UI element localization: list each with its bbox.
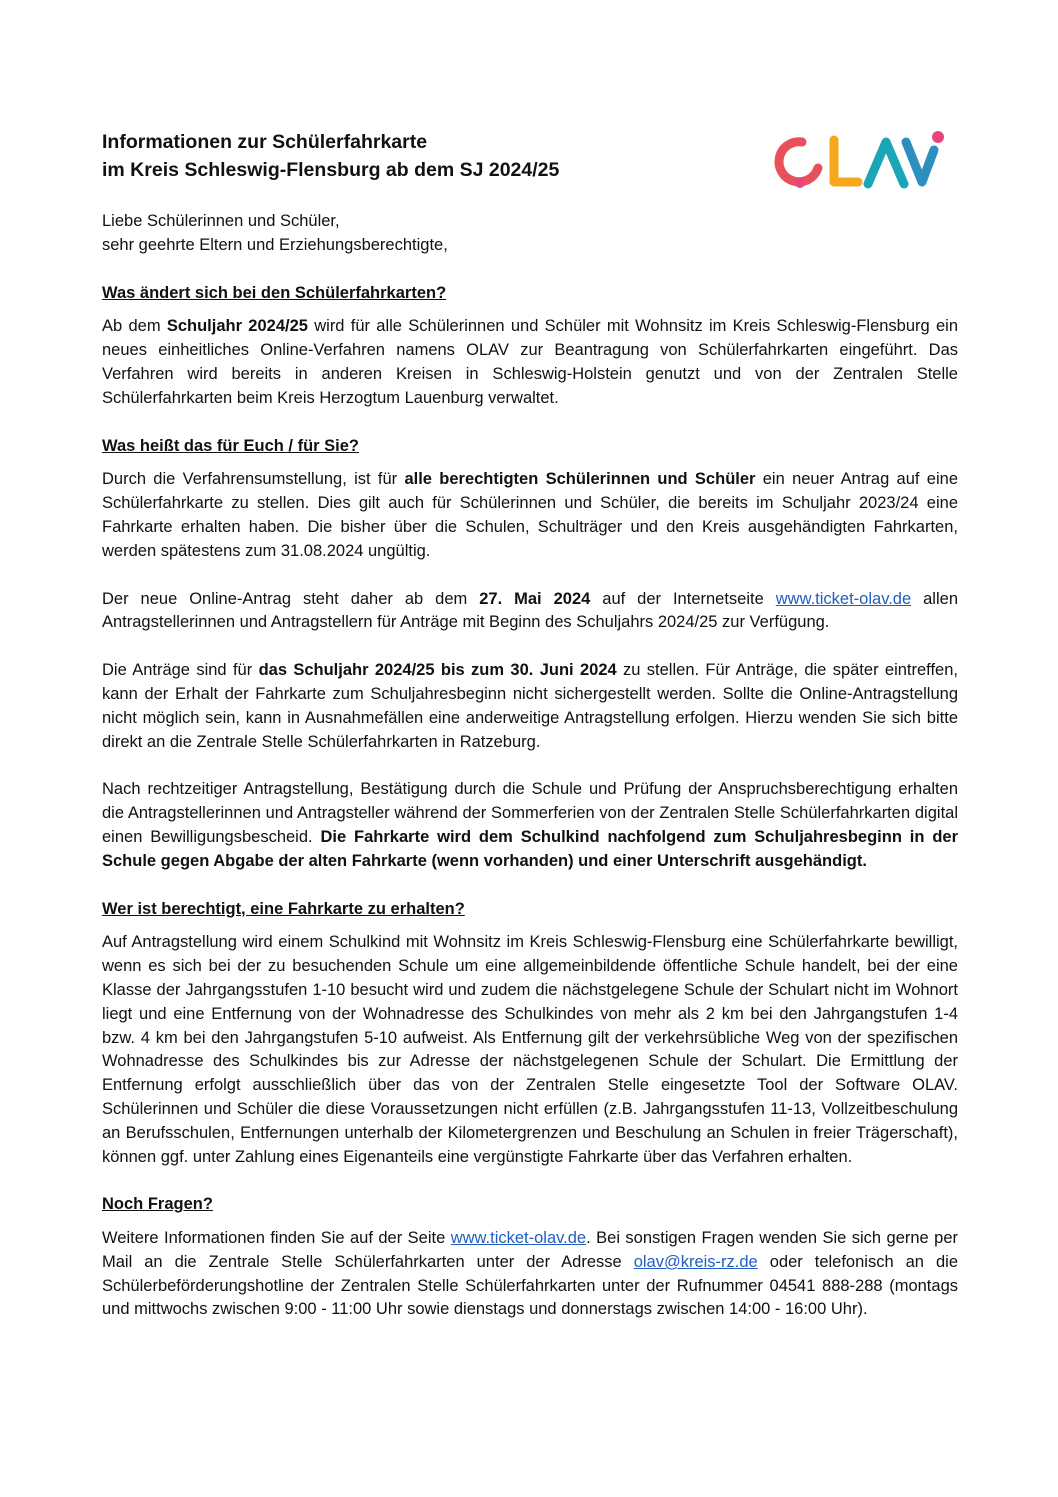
paragraph-approval — [102, 778, 958, 873]
bold-text: Schuljahr 2024/25 — [166, 317, 308, 336]
title-line-1: Informationen zur Schülerfahrkarte — [102, 131, 428, 153]
text: Weitere Informationen finden Sie auf der Seite — [102, 1229, 451, 1248]
title-line-2: im Kreis Schleswig-Flensburg ab dem SJ 2024/25 — [102, 159, 560, 181]
paragraph-changes — [102, 315, 958, 410]
text: . Bei sonstigen Fragen wenden Sie sich gerne per Mail an die Zentrale Stelle Schülerfahrkarten unter der Adresse — [102, 1229, 958, 1271]
bold-text: Die Fahrkarte wird dem Schulkind nachfolgend zum Schuljahresbeginn in der Schule gegen Abgabe der alten Fahrkarte (wenn vorhanden) und einer Unterschrift ausgehändigt. — [102, 827, 959, 870]
bold-text: das Schuljahr 2024/25 bis zum 30. Juni 2024 — [258, 661, 617, 680]
text: Der neue Online-Antrag steht daher ab dem — [102, 589, 480, 608]
email-link[interactable]: olav@kreis-rz.de — [633, 1252, 758, 1271]
section-heading-meaning: Was heißt das für Euch / für Sie? — [102, 436, 360, 455]
greeting-line-2: sehr geehrte Eltern und Erziehungsberechtigte, — [102, 235, 448, 254]
text: oder telefonisch an die Schülerbeförderungshotline der Zentralen Stelle Schülerfahrkarten unter der Rufnummer 04541 888-288 (montags und mittwochs zwischen 9:00 - 11:00 Uhr sowie dienstags und donnerstags zwischen 14:00 - 16:00 Uhr). — [102, 1252, 958, 1319]
ticket-olav-link[interactable]: www.ticket-olav.de — [450, 1229, 587, 1248]
document-title — [102, 128, 958, 184]
text: zu stellen. Für Anträge, die später eintreffen, kann der Erhalt der Fahrkarte zum Schuljahresbeginn nicht sichergestellt werden. Sollte die Online-Antragstellung nicht möglich sein, kann in Ausnahmefällen eine anderweitige Antragstellung erfolgen. Hierzu wenden Sie sich bitte direkt an die Zentrale Stelle Schülerfahrkarten in Ratzeburg. — [102, 661, 958, 751]
text: wird für alle Schülerinnen und Schüler mit Wohnsitz im Kreis Schleswig-Flensburg ein neues einheitliches Online-Verfahren namens OLAV zur Beantragung von Schülerfahrkarten eingeführt. Das Verfahren wird bereits in anderen Kreisen in Schleswig-Holstein genutzt und von der Zentralen Stelle Schülerfahrkarten beim Kreis Herzogtum Lauenburg verwaltet. — [102, 317, 958, 407]
letter-body — [102, 128, 958, 1322]
paragraph-eligibility: Auf Antragstellung wird einem Schulkind mit Wohnsitz im Kreis Schleswig-Flensburg eine Schülerfahrkarte bewilligt, wenn es sich bei der zu besuchenden Schule um eine allgemeinbildende öffentliche Schule handelt, bei der eine Klasse der Jahrgangsstufen 1-10 besucht wird und zudem die nächstgelegene Schule der Schulart nicht im Wohnort liegt und eine Entfernung von der Wohnadresse des Schulkindes von mehr als 2 km bei den Jahrgangstufen 1-4 bzw. 4 km bei den Jahrgangstufen 5-10 aufweist. Als Entfernung gilt der verkehrsübliche Weg von der spezifischen Wohnadresse des Schulkindes bis zur Adresse der nächstgelegenen Schule der Schulart. Die Ermittlung der Entfernung erfolgt ausschließlich über das von der Zentralen Stelle eingesetzte Tool der Software OLAV. Schülerinnen und Schüler die diese Voraussetzungen nicht erfüllen (z.B. Jahrgangsstufen 11-13, Vollzeitbeschulung an Berufsschulen, Entfernungen unterhalb der Kilometergrenzen und Beschulung an Schulen in freier Trägerschaft), können ggf. unter Zahlung eines Eigenanteils eine vergünstigte Fahrkarte über das Verfahren erhalten. — [102, 933, 958, 1166]
bold-text: 27. Mai 2024 — [479, 589, 591, 608]
text: auf der Internetseite — [590, 589, 776, 608]
text: ein neuer Antrag auf eine Schülerfahrkarte zu stellen. Dies gilt auch für Schülerinnen und Schüler, die bereits im Schuljahr 2023/24 eine Fahrkarte erhalten haben. Die bisher über die Schulen, Schulträger und den Kreis ausgehändigten Fahrkarten, werden spätestens zum 31.08.2024 ungültig. — [102, 470, 958, 560]
text: allen Antragstellerinnen und Antragstellern für Anträge mit Beginn des Schuljahrs 2024/25 zur Verfügung. — [102, 589, 958, 632]
greeting — [102, 210, 958, 258]
greeting-line-1: Liebe Schülerinnen und Schüler, — [102, 212, 340, 230]
bold-text: alle berechtigten Schülerinnen und Schüler — [404, 470, 756, 489]
text: Ab dem — [102, 317, 167, 336]
text: Durch die Verfahrensumstellung, ist für — [102, 470, 405, 489]
section-heading-changes: Was ändert sich bei den Schülerfahrkarten? — [102, 283, 447, 302]
paragraph-contact — [102, 1227, 958, 1322]
paragraph-deadline — [102, 659, 958, 754]
section-heading-questions: Noch Fragen? — [102, 1195, 213, 1214]
paragraph-online-application — [102, 588, 958, 636]
text: Die Anträge sind für — [102, 661, 259, 680]
text: Nach rechtzeitiger Antragstellung, Bestätigung durch die Schule und Prüfung der Anspruchsberechtigung erhalten die Antragstellerinnen und Antragsteller während der Sommerferien von der Zentralen Stelle Schülerfahrkarten digital einen Bewilligungsbescheid. — [102, 780, 958, 846]
paragraph-new-application — [102, 468, 958, 563]
section-heading-eligibility: Wer ist berechtigt, eine Fahrkarte zu erhalten? — [102, 899, 465, 918]
ticket-olav-link[interactable]: www.ticket-olav.de — [775, 589, 912, 608]
